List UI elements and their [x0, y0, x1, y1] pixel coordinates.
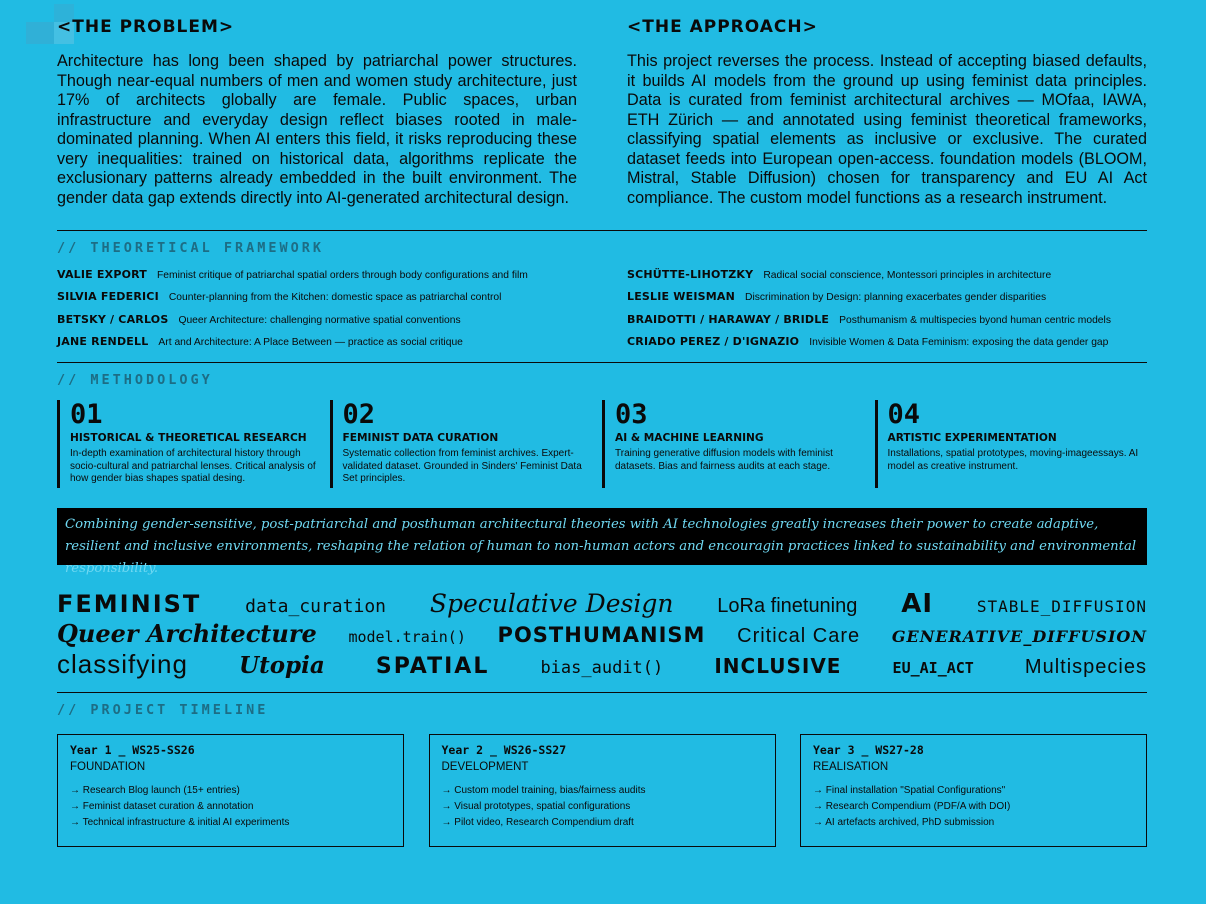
keyword: Queer Architecture [57, 619, 317, 649]
keyword-row [57, 619, 1147, 649]
step-title: FEMINIST DATA CURATION [342, 432, 499, 445]
framework-row [627, 313, 1147, 335]
keyword: data_curation [245, 596, 386, 618]
step-number: 03 [615, 399, 648, 431]
timeline-year: Year 1 _ WS25-SS26 [70, 743, 195, 758]
framework-row [57, 290, 577, 312]
theorist-name: SILVIA FEDERICI [57, 290, 159, 304]
approach-text: This project reverses the process. Instead of accepting biased defaults, it builds AI models from the ground up using feminist data principles. Data is curated from feminist architectural archives — MOfaa, IAWA, ETH Zürich — and annotated using feminist theoretical frameworks, classifying spatial elements as inclusive or exclusive. The curated dataset feeds into European open-access. foundation models (BLOOM, Mistral, Stable Diffusion) chosen for transparency and EU AI Act compliance. The custom model functions as a research instrument. [627, 52, 1147, 207]
keyword: SPATIAL [375, 654, 490, 680]
keyword: Speculative Design [429, 589, 674, 619]
keyword: AI [901, 589, 933, 620]
keyword: Utopia [239, 652, 325, 680]
theorist-desc: Radical social conscience, Montessori principles in architecture [763, 270, 1052, 281]
framework-heading: // THEORETICAL FRAMEWORK [57, 240, 325, 256]
methodology-step [57, 400, 330, 488]
divider [57, 692, 1147, 693]
framework-row [57, 268, 577, 290]
divider [57, 230, 1147, 231]
step-number: 02 [342, 399, 376, 431]
framework-right [627, 268, 1147, 357]
methodology-heading: // METHODOLOGY [57, 372, 213, 389]
timeline-phase: FOUNDATION [70, 761, 146, 774]
framework-row [627, 335, 1147, 357]
timeline-point: → Technical infrastructure & initial AI experiments [70, 817, 290, 829]
framework-row [627, 290, 1147, 312]
theorist-name: BRAIDOTTI / HARAWAY / BRIDLE [627, 312, 830, 326]
timeline-points [442, 783, 763, 831]
timeline-card [57, 734, 404, 847]
step-title: HISTORICAL & THEORETICAL RESEARCH [70, 432, 307, 445]
keyword: LoRa finetuning [717, 595, 858, 618]
theorist-name: JANE RENDELL [57, 334, 149, 348]
theorist-name: CRIADO PEREZ / D'IGNAZIO [627, 334, 800, 348]
keyword-row [57, 649, 1147, 679]
step-number: 01 [70, 399, 103, 431]
step-number: 04 [887, 399, 921, 431]
theorist-desc: Feminist critique of patriarchal spatial orders through body configurations and film [157, 270, 528, 281]
framework-row [57, 335, 577, 357]
methodology-step [330, 400, 603, 488]
methodology-step [875, 400, 1148, 488]
timeline [57, 734, 1147, 847]
keyword: FEMINIST [57, 590, 202, 619]
timeline-phase: REALISATION [813, 761, 889, 774]
timeline-year: Year 2 _ WS26-SS27 [441, 743, 567, 758]
keyword-cloud [57, 589, 1147, 679]
timeline-card [429, 734, 776, 847]
keyword: GENERATIVE_DIFFUSION [891, 627, 1147, 647]
theorist-name: BETSKY / CARLOS [57, 312, 169, 326]
timeline-point: → Final installation "Spatial Configurations" [813, 785, 1006, 797]
theorist-name: VALIE EXPORT [57, 268, 148, 281]
theorist-desc: Counter-planning from the Kitchen: domestic space as patriarchal control [168, 292, 502, 304]
approach-section [627, 0, 1147, 208]
step-desc: Systematic collection from feminist archives. Expert-validated dataset. Grounded in Sinders' Feminist Data Set principles. [342, 448, 582, 485]
timeline-card [800, 734, 1147, 847]
quote-banner: Combining gender-sensitive, post-patriarchal and posthuman architectural theories with AI technologies greatly increases their power to create adaptive, resilient and inclusive environments, reshaping the relation of human to non-human actors and encouragin practices linked to sustainability and environmental responsibility. [57, 508, 1147, 565]
step-desc: Training generative diffusion models with feminist datasets. Bias and fairness audits at each stage. [615, 448, 833, 472]
framework-grid [57, 268, 1147, 357]
theorist-name: SCHÜTTE-LIHOTZKY [627, 268, 754, 281]
keyword: INCLUSIVE [714, 654, 842, 679]
step-title: AI & MACHINE LEARNING [615, 432, 764, 445]
step-desc: Installations, spatial prototypes, moving-imageessays. AI model as creative instrument. [887, 448, 1139, 472]
page [57, 0, 1147, 847]
problem-text: Architecture has long been shaped by patriarchal power structures. Though near-equal numbers of men and women study architecture, just 17% of architects globally are female. Public spaces, urban infrastructure and everyday design reflect biases rooted in male-dominated planning. When AI enters this field, it risks reproducing these very inequalities: trained on historical data, algorithms replicate the exclusionary patterns already embedded in the built environment. The gender data gap extends directly into AI-generated architectural design. [57, 52, 577, 207]
keyword: STABLE_DIFFUSION [976, 597, 1147, 617]
theorist-name: LESLIE WEISMAN [627, 290, 736, 304]
theorist-desc: Discrimination by Design: planning exacerbates gender disparities [745, 292, 1047, 304]
methodology-grid [57, 400, 1147, 488]
timeline-point: → Visual prototypes, spatial configurations [441, 801, 631, 813]
keyword: Multispecies [1024, 656, 1147, 679]
step-title: ARTISTIC EXPERIMENTATION [887, 432, 1057, 445]
keyword: POSTHUMANISM [497, 623, 706, 648]
approach-heading: <THE APPROACH> [627, 17, 818, 37]
timeline-points [70, 783, 391, 831]
keyword: model.train() [348, 628, 466, 647]
divider [57, 362, 1147, 363]
timeline-point: → Custom model training, bias/fairness audits [441, 785, 646, 797]
methodology-step [602, 400, 875, 488]
problem-section [57, 0, 577, 208]
timeline-point: → AI artefacts archived, PhD submission [813, 817, 995, 829]
keyword: classifying [57, 649, 188, 680]
framework-row [627, 268, 1147, 290]
timeline-point: → Feminist dataset curation & annotation [70, 801, 254, 813]
intro-columns [57, 0, 1147, 208]
keyword-row [57, 589, 1147, 619]
step-desc: In-depth examination of architectural history through socio-cultural and patriarchal lenses. Critical analysis of how gender bias shapes spatial desing. [70, 448, 316, 485]
timeline-year: Year 3 _ WS27-28 [813, 743, 924, 758]
timeline-point: → Research Blog launch (15+ entries) [70, 785, 240, 797]
keyword: EU_AI_ACT [892, 659, 974, 678]
timeline-point: → Research Compendium (PDF/A with DOI) [813, 801, 1011, 813]
framework-left [57, 268, 577, 357]
timeline-heading: // PROJECT TIMELINE [57, 702, 269, 719]
framework-row [57, 313, 577, 335]
keyword: Critical Care [737, 625, 861, 648]
keyword: bias_audit() [540, 658, 664, 679]
problem-heading: <THE PROBLEM> [57, 17, 235, 37]
theorist-desc: Posthumanism & multispecies byond human centric models [839, 314, 1111, 326]
timeline-phase: DEVELOPMENT [441, 761, 529, 774]
theorist-desc: Invisible Women & Data Feminism: exposing the data gender gap [809, 336, 1109, 348]
timeline-points [813, 783, 1134, 831]
theorist-desc: Queer Architecture: challenging normative spatial conventions [178, 314, 461, 326]
timeline-point: → Pilot video, Research Compendium draft [441, 817, 634, 829]
theorist-desc: Art and Architecture: A Place Between — practice as social critique [158, 336, 463, 348]
